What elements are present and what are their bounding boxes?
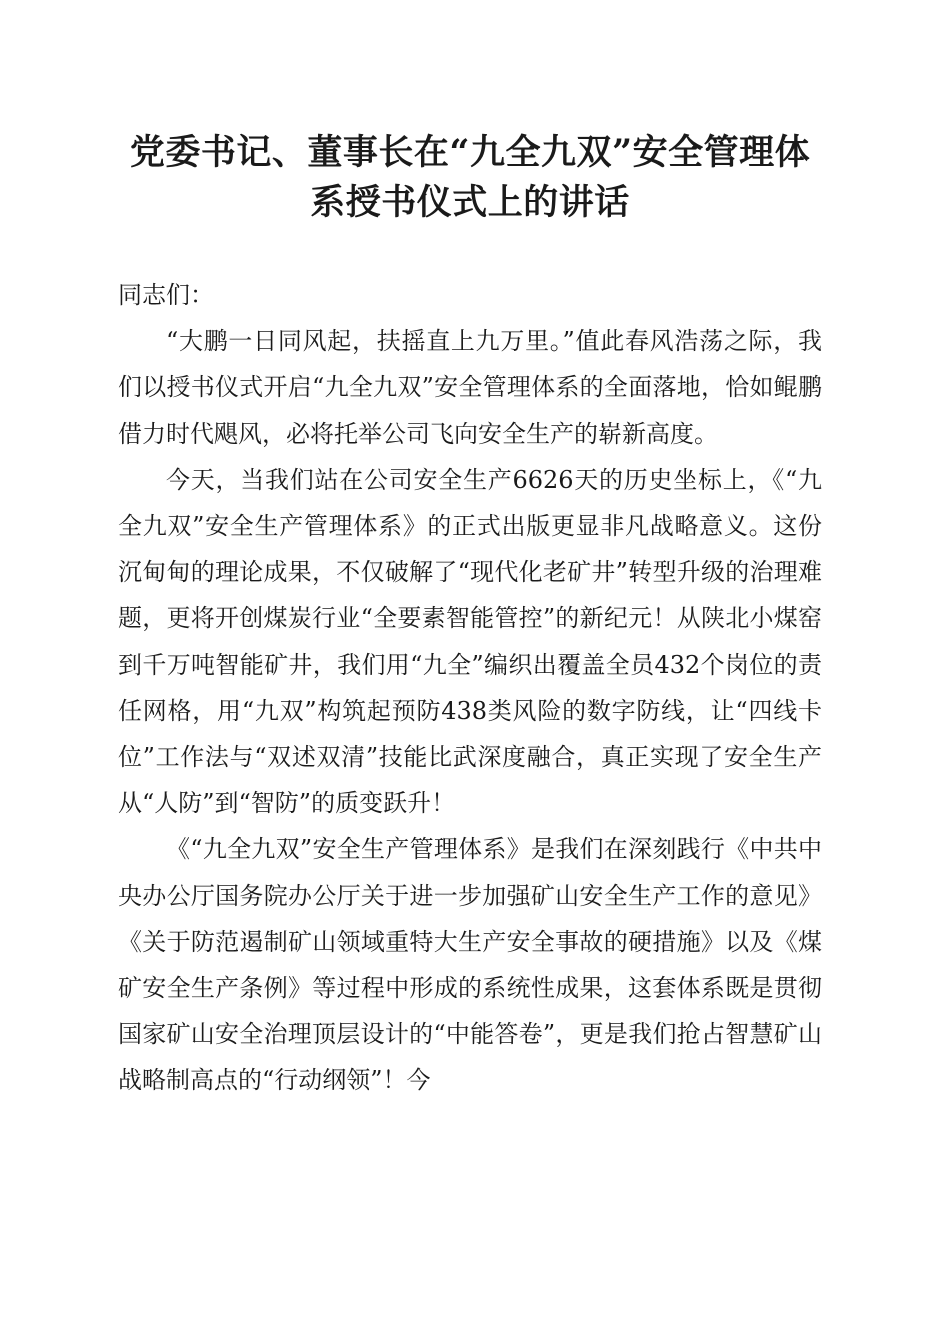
paragraph-1: “大鹏一日同风起，扶摇直上九万里。”值此春风浩荡之际，我们以授书仪式开启“九全九双”安全管理体系的全面落地，恰如鲲鹏借力时代飓风，必将托举公司飞向安全生产的崭新高度。 xyxy=(118,327,822,448)
document-body xyxy=(118,272,822,1104)
title-line-1: 党委书记、董事长在“九全九双”安全管理体 xyxy=(129,132,811,173)
document-page xyxy=(118,128,822,1104)
document-title xyxy=(118,128,822,228)
salutation: 同志们： xyxy=(118,281,214,309)
title-line-2: 系授书仪式上的讲话 xyxy=(310,182,630,223)
paragraph-3: 《“九全九双”安全生产管理体系》是我们在深刻践行《中共中央办公厅国务院办公厅关于进一步加强矿山安全生产工作的意见》《关于防范遏制矿山领域重特大生产安全事故的硬措施》以及《煤矿安全生产条例》等过程中形成的系统性成果，这套体系既是贯彻国家矿山安全治理顶层设计的“中能答卷”，更是我们抢占智慧矿山战略制高点的“行动纲领”！今 xyxy=(118,835,822,1095)
paragraph-2: 今天，当我们站在公司安全生产6626天的历史坐标上，《“九全九双”安全生产管理体系》的正式出版更显非凡战略意义。这份沉甸甸的理论成果，不仅破解了“现代化老矿井”转型升级的治理难题，更将开创煤炭行业“全要素智能管控”的新纪元！从陕北小煤窑到千万吨智能矿井，我们用“九全”编织出覆盖全员432个岗位的责任网格，用“九双”构筑起预防438类风险的数字防线，让“四线卡位”工作法与“双述双清”技能比武深度融合，真正实现了安全生产从“人防”到“智防”的质变跃升！ xyxy=(118,465,822,818)
